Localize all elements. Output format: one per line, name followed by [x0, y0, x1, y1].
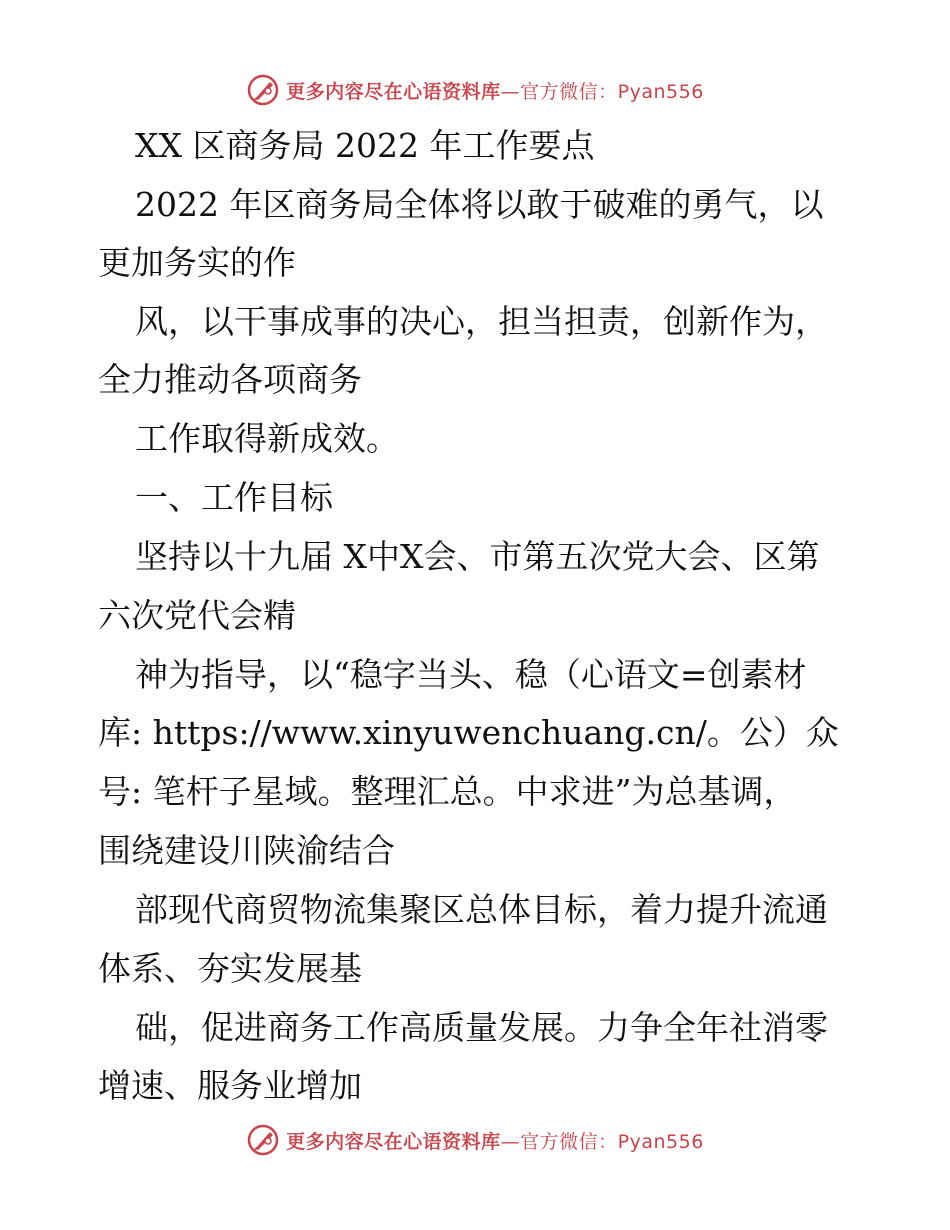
- paragraph-line: 体系、夯实发展基: [98, 949, 362, 988]
- watermark-library: 更多内容尽在心语资料库: [286, 80, 501, 103]
- watermark-text: [286, 77, 704, 104]
- watermark-separator: —: [500, 80, 521, 103]
- watermark-contact: 官方微信：Pyan556: [520, 1130, 704, 1153]
- paragraph-line: 坚持以十九届 X中X会、市第五次党大会、区第: [135, 537, 820, 576]
- paragraph-line: 部现代商贸物流集聚区总体目标，着力提升流通: [135, 890, 828, 929]
- paragraph-line: 围绕建设川陕渝结合: [98, 831, 395, 870]
- watermark-contact: 官方微信：Pyan556: [520, 80, 704, 103]
- watermark-library: 更多内容尽在心语资料库: [286, 1130, 501, 1153]
- watermark-group: [246, 73, 704, 107]
- watermark-separator: —: [500, 1130, 521, 1153]
- section-heading: 一、工作目标: [135, 478, 333, 517]
- paragraph-line: 风，以干事成事的决心，担当担责，创新作为，: [135, 302, 828, 341]
- header-watermark: [0, 70, 950, 110]
- paragraph-line: 础，促进商务工作高质量发展。力争全年社消零: [135, 1008, 828, 1047]
- paragraph-line: 工作取得新成效。: [135, 419, 399, 458]
- paragraph-line: 2022 年区商务局全体将以敢于破难的勇气，以: [135, 185, 824, 224]
- paragraph-line: 更加务实的作: [98, 243, 296, 282]
- paragraph-line: 全力推动各项商务: [98, 360, 362, 399]
- paragraph-line: 号: 笔杆子星域。整理汇总。中求进”为总基调，: [98, 772, 797, 811]
- quill-pen-logo-icon: [246, 73, 280, 107]
- paragraph-line: 六次党代会精: [98, 596, 296, 635]
- document-title: XX 区商务局 2022 年工作要点: [135, 126, 595, 165]
- quill-pen-logo-icon: [246, 1123, 280, 1157]
- paragraph-line: 增速、服务业增加: [98, 1066, 362, 1105]
- paragraph-line: 库: https://www.xinyuwenchuang.cn/。公）众: [98, 713, 839, 752]
- footer-watermark: [0, 1120, 950, 1160]
- watermark-group: [246, 1123, 704, 1157]
- watermark-text: [286, 1127, 704, 1154]
- paragraph-line: 神为指导，以“稳字当头、稳（心语文=创素材: [135, 655, 807, 694]
